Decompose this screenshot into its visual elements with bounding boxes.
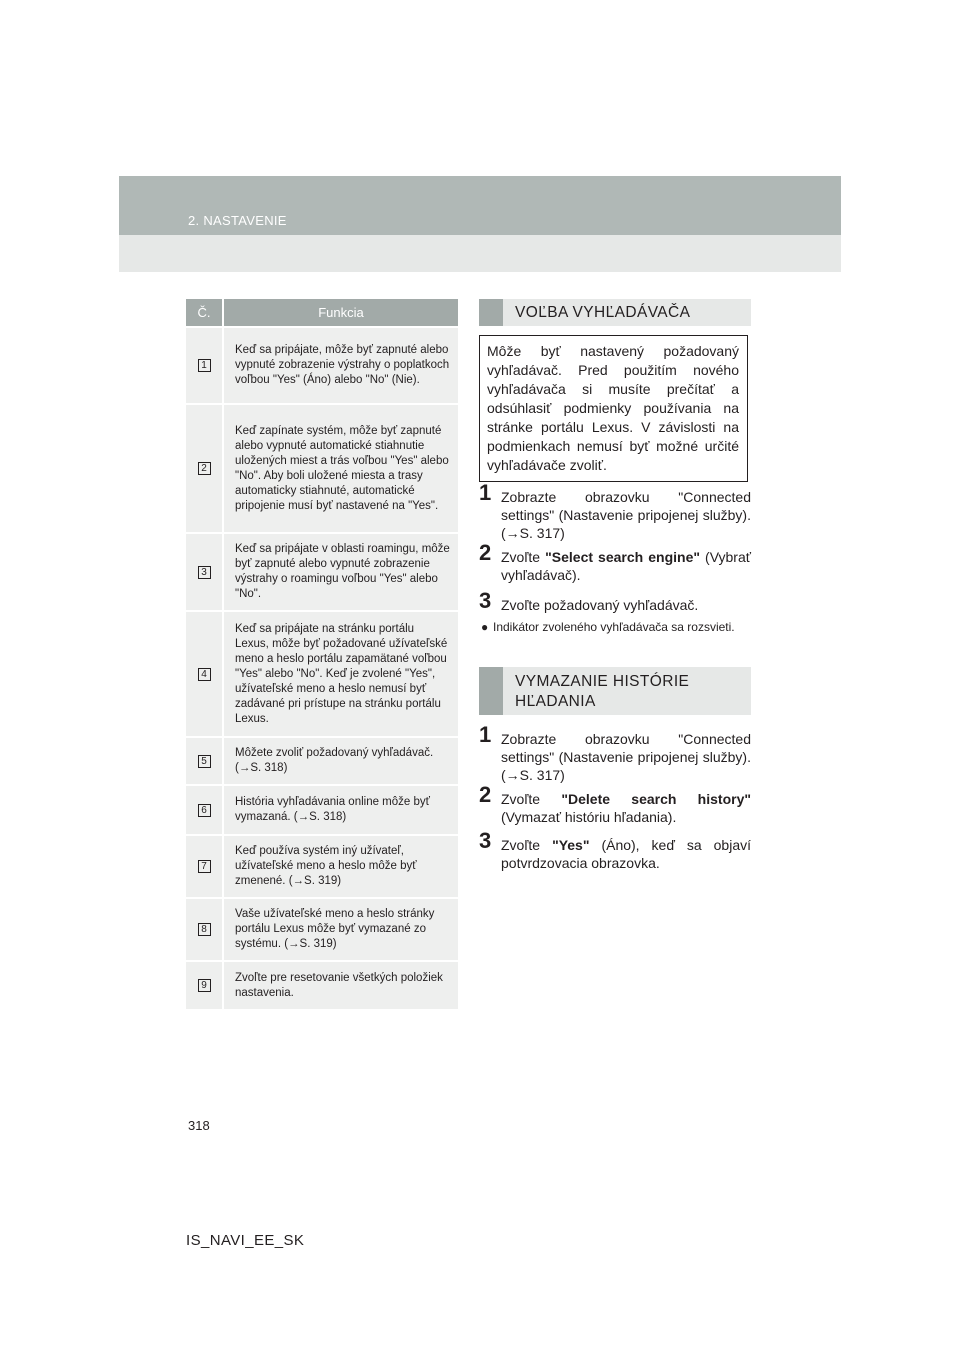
table-row — [186, 784, 458, 834]
row-text: Keď používa systém iný užívateľ, užívateľské meno a heslo môže byť zmenené. (→S. 319) — [235, 845, 417, 887]
engine-section-heading — [479, 299, 751, 326]
table-row — [186, 736, 458, 784]
history-section-heading — [479, 667, 751, 715]
row-number: 9 — [198, 979, 211, 992]
table-row — [186, 897, 458, 960]
step-number: 2 — [479, 782, 492, 807]
step-text: Zvoľte "Delete search history" (Vymazať históriu hľadania). — [501, 791, 751, 825]
step-text: Zvoľte "Select search engine" (Vybrať vyhľadávač). — [501, 549, 751, 583]
row-number: 5 — [198, 755, 211, 768]
header-subband — [119, 235, 841, 272]
document-id: IS_NAVI_EE_SK — [186, 1232, 305, 1249]
row-text: Môžete zvoliť požadovaný vyhľadávač. (→S. 318) — [235, 747, 434, 774]
row-number: 6 — [198, 804, 211, 817]
history-step-2 — [479, 782, 751, 826]
row-text: Keď sa pripájate v oblasti roamingu, môže byť zapnuté alebo vypnuté zobrazenie výstrahy o roamingu voľbou "Yes" alebo "No". — [235, 543, 450, 600]
bullet-icon: ● — [481, 620, 489, 634]
engine-note-box: Môže byť nastavený požadovaný vyhľadávač. Pred použitím nového vyhľadávača si musíte prečítať a odsúhlasiť podmienky používania na stránke portálu Lexus. V závislosti na podmienkach nemusí byť možné určité vyhľadávače zvoliť. — [479, 335, 748, 482]
step-text: Zvoľte "Yes" (Áno), keď sa objaví potvrdzovacia obrazovka. — [501, 837, 751, 871]
page-number: 318 — [188, 1118, 210, 1133]
row-text: Keď sa pripájate, môže byť zapnuté alebo vypnuté zobrazenie výstrahy o poplatkoch voľbou "Yes" (Áno) alebo "No" (Nie). — [235, 344, 450, 386]
heading-marker — [479, 299, 503, 326]
step-number: 3 — [479, 588, 492, 613]
engine-step-1 — [479, 480, 751, 542]
engine-step-3 — [479, 588, 751, 614]
table-header — [186, 299, 458, 326]
row-text: História vyhľadávania online môže byť vymazaná. (→S. 318) — [235, 796, 430, 823]
row-number: 2 — [198, 462, 211, 475]
table-row — [186, 532, 458, 610]
step-number: 1 — [479, 722, 492, 747]
table-row — [186, 960, 458, 1009]
row-text: Keď sa pripájate na stránku portálu Lexus, môže byť požadované užívateľské meno a heslo portálu zapamätané voľbou "Yes" alebo "No". Keď je zvolené "Yes", užívateľské meno a heslo nemusí byť zadávané pri prístupe na stránku portálu Lexus. — [235, 622, 448, 725]
history-step-3 — [479, 828, 751, 872]
step-number: 3 — [479, 828, 492, 853]
engine-section-title: VOĽBA VYHĽADÁVAČA — [515, 303, 691, 321]
row-text: Keď zapínate systém, môže byť zapnuté alebo vypnuté automatické stiahnutie uložených miest a trás voľbou "Yes" alebo "No". Aby boli uložené miesta a trasy automaticky stiahnuté, automatické pripojenie musí byť nastavené na "Yes". — [235, 424, 449, 512]
row-number: 4 — [198, 668, 211, 681]
step-text: Zvoľte požadovaný vyhľadávač. — [501, 597, 699, 613]
table-row — [186, 834, 458, 897]
step-number: 2 — [479, 540, 492, 565]
column-header-function: Funkcia — [318, 305, 364, 320]
bullet-text: Indikátor zvoleného vyhľadávača sa rozsvieti. — [493, 620, 735, 634]
section-title: 2. NASTAVENIE — [188, 213, 287, 228]
row-number: 3 — [198, 566, 211, 579]
row-text: Zvoľte pre resetovanie všetkých položiek nastavenia. — [235, 971, 443, 999]
step-text: Zobrazte obrazovku "Connected settings" (Nastavenie pripojenej služby). (→S. 317) — [501, 731, 751, 783]
row-text: Vaše užívateľské meno a heslo stránky portálu Lexus môže byť vymazané zo systému. (→S. 319) — [235, 908, 435, 950]
history-step-1 — [479, 722, 751, 784]
function-table — [186, 299, 458, 1009]
row-number: 7 — [198, 860, 211, 873]
step-text: Zobrazte obrazovku "Connected settings" (Nastavenie pripojenej služby). (→S. 317) — [501, 489, 751, 541]
table-row — [186, 326, 458, 403]
step-number: 1 — [479, 480, 492, 505]
engine-step-2 — [479, 540, 751, 584]
row-number: 1 — [198, 359, 211, 372]
table-row — [186, 403, 458, 532]
engine-bullet — [481, 619, 751, 635]
table-row — [186, 610, 458, 736]
row-number: 8 — [198, 923, 211, 936]
column-header-number: Č. — [186, 299, 224, 326]
history-section-title: VYMAZANIE HISTÓRIE HĽADANIA — [515, 673, 690, 710]
heading-marker — [479, 667, 503, 715]
